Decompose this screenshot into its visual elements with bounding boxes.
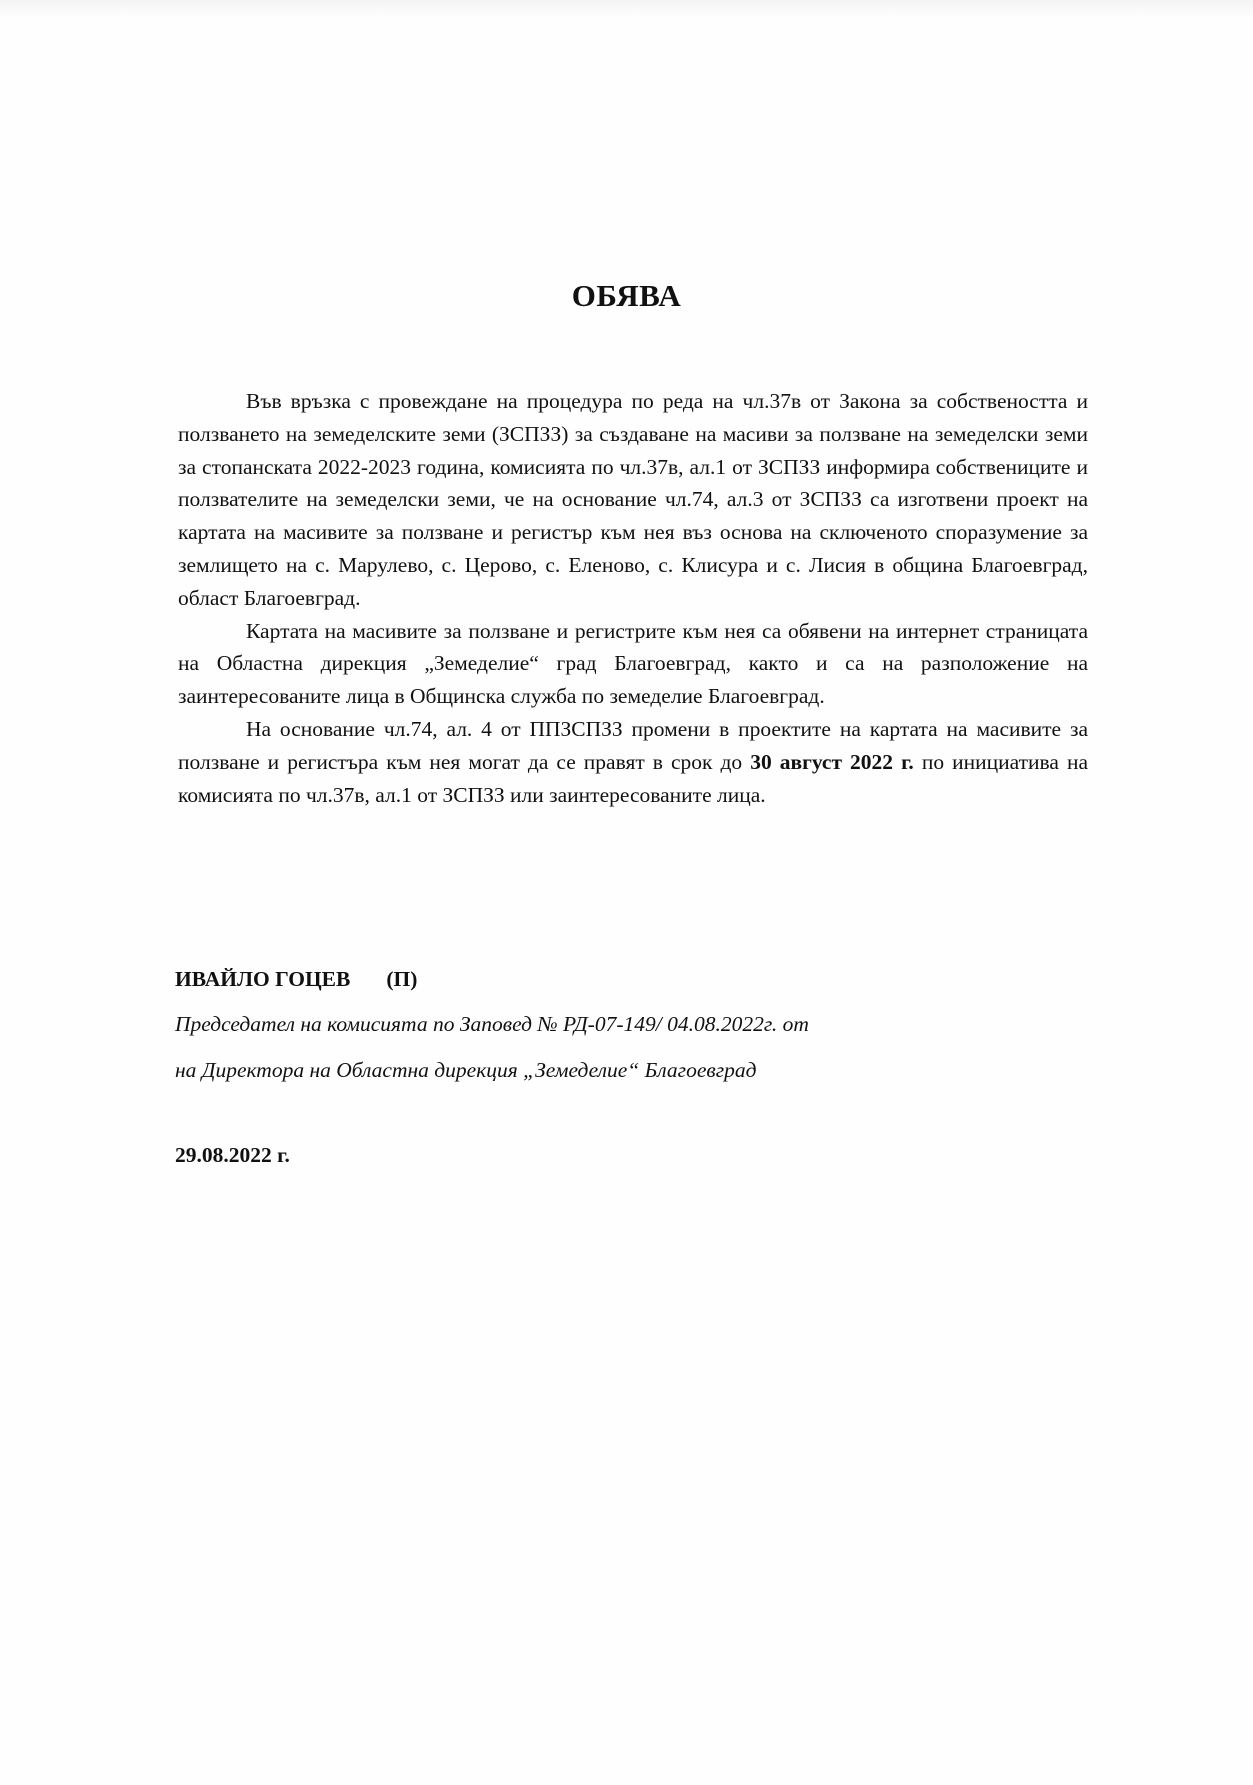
signer-role-line-1: Председател на комисията по Заповед № РД-07-149/ 04.08.2022г. от <box>175 1012 809 1036</box>
deadline-text-before: На основание чл.74, ал. 4 от ППЗСПЗЗ промени в проектите на картата на масивите за ползване и регистъра към нея могат да се правят в срок до <box>178 716 1088 774</box>
deadline-date: 30 август 2022 г. <box>750 749 914 774</box>
signer-name: ИВАЙЛО ГОЦЕВ <box>175 967 351 991</box>
signature-mark: (П) <box>386 967 418 991</box>
document-body <box>178 385 1088 811</box>
paragraph-publication: Картата на масивите за ползване и регистрите към нея са обявени на интернет страницата на Областна дирекция „Земеделие“ град Благоевград, както и са на разположение на заинтересованите лица в Общинска служба по земеделие Благоевград. <box>178 618 1088 709</box>
document-title: ОБЯВА <box>571 278 682 313</box>
document-date: 29.08.2022 г. <box>175 1143 290 1167</box>
deadline-text-after: по инициатива на комисията по чл.37в, ал.1 от ЗСПЗЗ или заинтересованите лица. <box>178 749 1088 807</box>
scan-edge-shadow <box>0 0 1253 18</box>
paragraph-procedure: Във връзка с провеждане на процедура по реда на чл.37в от Закона за собствеността и ползването на земеделските земи (ЗСПЗЗ) за създаване на масиви за ползване на земеделски земи за стопанската 2022-2023 година, комисията по чл.37в, ал.1 от ЗСПЗЗ информира собствениците и ползвателите на земеделски земи, че на основание чл.74, ал.3 от ЗСПЗЗ са изготвени проект на картата на масивите за ползване и регистър към нея въз основа на сключеното споразумение за землището на с. Марулево, с. Церово, с. Еленово, с. Клисура и с. Лисия в община Благоевград, област Благоевград. <box>178 389 1088 610</box>
signature-block <box>175 967 417 992</box>
paragraph-deadline <box>178 713 1088 811</box>
signer-role-line-2: на Директора на Областна дирекция „Земеделие“ Благоевград <box>175 1058 757 1082</box>
